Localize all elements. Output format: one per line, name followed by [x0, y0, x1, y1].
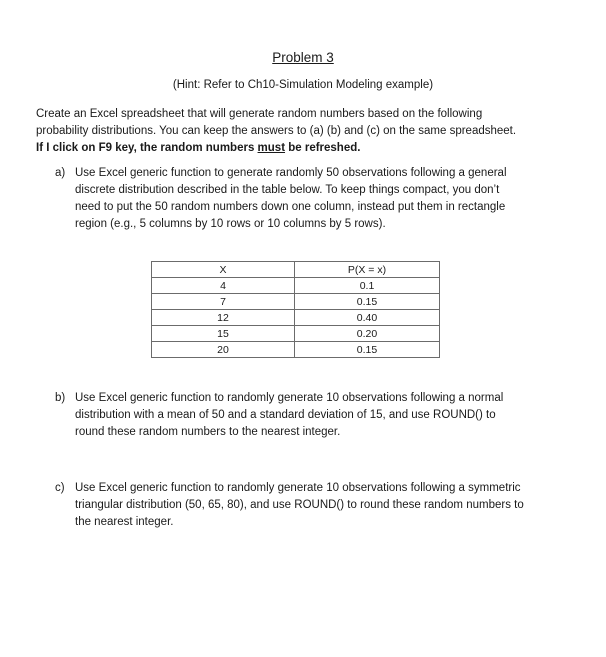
intro-line-1: Create an Excel spreadsheet that will generate random numbers based on the following [36, 108, 483, 120]
intro-line-3 [36, 140, 576, 157]
cell-p: 0.40 [295, 310, 440, 326]
hint-line: (Hint: Refer to Ch10-Simulation Modeling example) [172, 79, 434, 91]
part-a-line-4: region (e.g., 5 columns by 10 rows or 10 columns by 5 rows). [75, 218, 386, 230]
cell-p: 0.1 [295, 278, 440, 294]
intro-line-3-prefix: If I click on F9 key, the random numbers [36, 142, 258, 154]
problem-title-text: Problem 3 [272, 50, 334, 65]
intro-line-3-must: must [257, 142, 286, 154]
part-c-marker: c) [55, 482, 65, 494]
table-row [152, 294, 440, 310]
header-x: X [152, 262, 295, 278]
cell-p: 0.20 [295, 326, 440, 342]
part-b-line-2: distribution with a mean of 50 and a standard deviation of 15, and use ROUND() to [75, 409, 496, 421]
table-header-row [152, 262, 440, 278]
intro-line-2: probability distributions. You can keep the answers to (a) (b) and (c) on the same spreadsheet. [36, 125, 517, 137]
cell-p: 0.15 [295, 342, 440, 358]
cell-p: 0.15 [295, 294, 440, 310]
table-row [152, 310, 440, 326]
part-a-marker: a) [55, 167, 66, 179]
part-a-line-2: discrete distribution described in the table below. To keep things compact, you don’t [75, 184, 500, 196]
part-b-marker: b) [55, 392, 66, 404]
part-c-line-1: Use Excel generic function to randomly generate 10 observations following a symmetric [75, 482, 521, 494]
part-a-line-1: Use Excel generic function to generate randomly 50 observations following a general [75, 167, 507, 179]
table-row [152, 326, 440, 342]
table-row [152, 278, 440, 294]
part-a-text [75, 165, 507, 233]
cell-x: 12 [152, 310, 295, 326]
intro-line-3-suffix: be refreshed. [285, 142, 361, 154]
header-px: P(X = x) [295, 262, 440, 278]
part-c-line-3: the nearest integer. [75, 516, 174, 528]
intro-paragraph [36, 106, 576, 157]
cell-x: 15 [152, 326, 295, 342]
cell-x: 20 [152, 342, 295, 358]
table-row [152, 342, 440, 358]
cell-x: 4 [152, 278, 295, 294]
part-b-line-3: round these random numbers to the nearest integer. [75, 426, 341, 438]
part-c-text [75, 480, 524, 531]
distribution-table [151, 261, 440, 358]
cell-x: 7 [152, 294, 295, 310]
part-b-line-1: Use Excel generic function to randomly generate 10 observations following a normal [75, 392, 504, 404]
part-c-line-2: triangular distribution (50, 65, 80), and use ROUND() to round these random numbers to [75, 499, 524, 511]
part-b-text [75, 390, 503, 441]
part-a-line-3: need to put the 50 random numbers down one column, instead put them in rectangle [75, 201, 506, 213]
problem-title [0, 49, 606, 67]
